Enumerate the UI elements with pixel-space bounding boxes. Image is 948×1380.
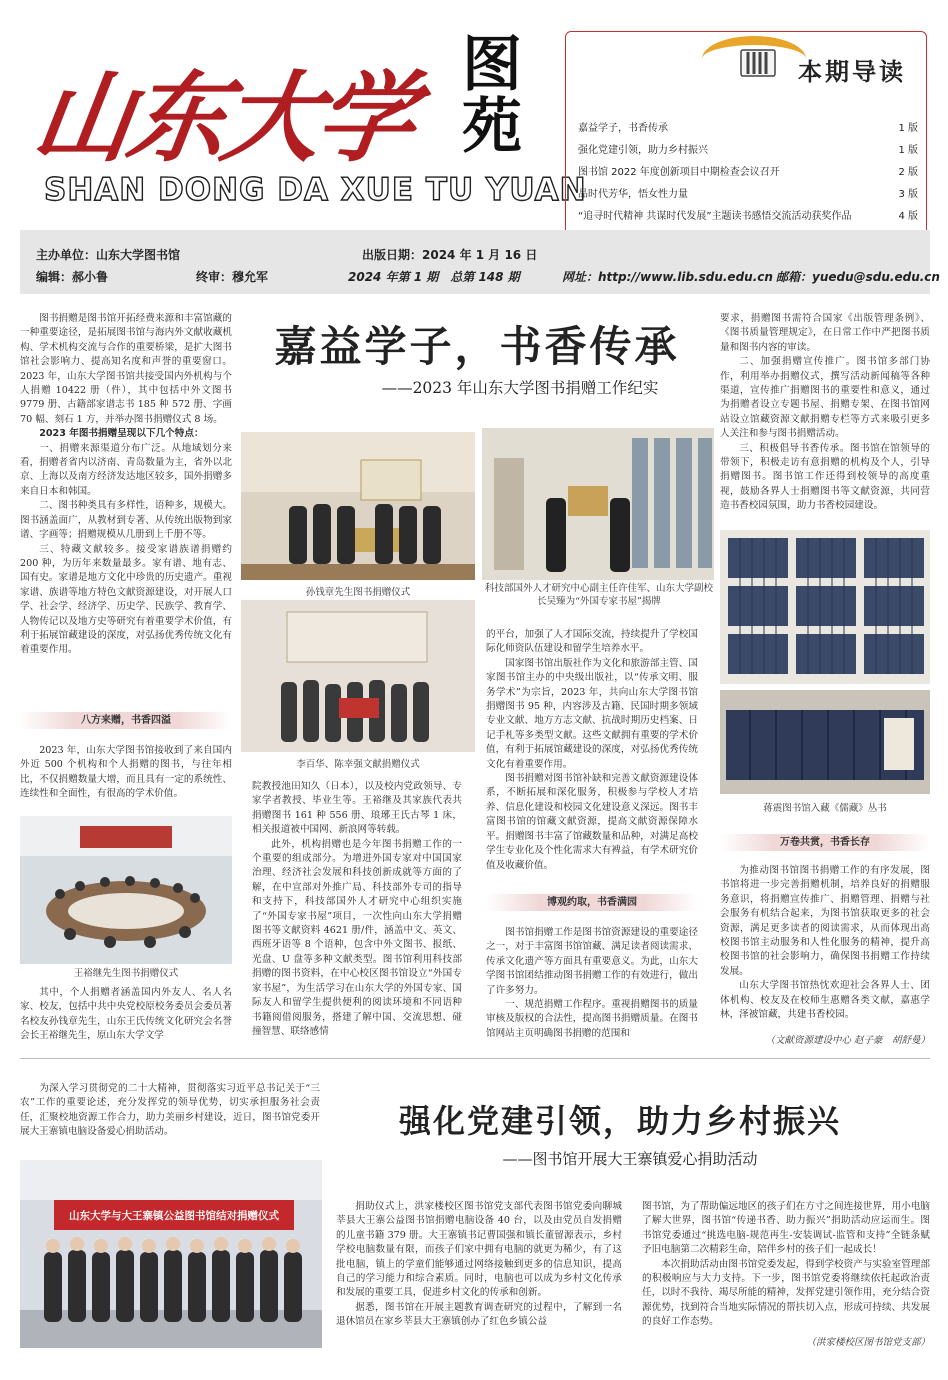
website[interactable]: 网址：http://www.lib.sdu.edu.cn xyxy=(562,270,773,284)
section-divider xyxy=(20,1058,930,1059)
paragraph: 的平台，加强了人才国际交流，持续提升了学校国际化师资队伍建设和留学生培养水平。 xyxy=(486,629,698,655)
paragraph: 要求，捐赠图书需符合国家《出版管理条例》、《图书质量管理规定》，在日常工作中严把图书质量和图书内容的审读。 xyxy=(720,313,930,353)
final-reviewer: 终审：穆允军 xyxy=(196,270,269,284)
toc-item[interactable] xyxy=(578,207,918,222)
caption: 李百华、陈幸强文献捐赠仪式 xyxy=(296,759,420,770)
paragraph: 一、捐赠来源渠道分布广泛。从地域划分来看，捐赠者省内以济南、青岛数量为主，省外以北京、上海以及南方经济发达地区较多，国外捐赠多来自日本和韩国。 xyxy=(20,442,232,497)
photo-rucang-books xyxy=(720,690,930,794)
toc-item-page: 1 版 xyxy=(898,145,918,156)
paragraph: 2023 年，山东大学图书馆接收到了来自国内外近 500 个机构和个人捐赠的图书，与往年相比，不仅捐赠数量大增，而且具有一定的系统性、连续性和全面性，有很高的学术价值。 xyxy=(20,745,232,800)
article1-subtitle: ——2023 年山东大学图书捐赠工作纪实 xyxy=(381,379,659,397)
caption: 蒋震图书馆入藏《儒藏》丛书 xyxy=(763,803,887,814)
toc-item-page: 4 版 xyxy=(898,211,918,222)
paragraph: 为推动图书馆图书捐赠工作的有序发展，图书馆将进一步完善捐赠机制，培养良好的捐赠服务意识，将捐赠宣传推广、捐赠管理、捐赠与社会服务有机结合起来，为图书馆获取更多的社会资源，满足更多读者的阅读需求，从而体现出高校图书馆主动服务和人性化服务的精神，提升高校图书馆的社会影响力，确保图书捐赠工作持续发展。 xyxy=(720,865,930,977)
article2-col1 xyxy=(336,1200,622,1330)
paragraph: 三、积极倡导书香传承。图书馆在馆领导的带领下，积极走访有意捐赠的机构及个人，引导捐赠图书。图书馆工作还得到校领导的高度重视，鼓励各界人士捐赠图书等文献资源，共同营造书香校园氛围，助力书香校园建设。 xyxy=(720,442,930,512)
masthead-title-side: 图苑 xyxy=(462,30,522,162)
article1-col2 xyxy=(252,780,462,1039)
masthead xyxy=(20,20,587,220)
article1-col1-bottom xyxy=(20,986,232,1044)
paragraph: 山东大学图书馆热忱欢迎社会各界人士、团体机构、校友及在校师生惠赠各类文献，嘉惠学林，泽被馆藏，共建书香校园。 xyxy=(720,980,930,1021)
caption: 科技部国外人才研究中心副主任许佳军、山东大学副校长吴臻为“外国专家书屋”揭牌 xyxy=(484,583,713,607)
paragraph: 二、加强捐赠宣传推广。图书馆多部门协作，利用举办捐赠仪式，撰写活动新闻稿等各种渠道，宣传推广捐赠图书的重要性和意义，通过为捐赠者设立专题书屋、捐赠专架、在图书馆网站设立馆藏资源文献捐赠专栏等方式来吸引更多人关注和参与图书捐赠活动。 xyxy=(720,356,930,440)
toc-item[interactable] xyxy=(578,141,918,156)
article1-title: 嘉益学子，书香传承 xyxy=(274,322,680,371)
lead-heading: 2023 年图书捐赠呈现以下几个特点： xyxy=(39,428,204,440)
paragraph: 二、图书种类具有多样性，语种多，规模大。图书涵盖面广，从教材到专著、从传统出版物到家谱、字画等；捐赠规模从几册到上千册不等。 xyxy=(20,500,232,541)
article2-intro xyxy=(20,1082,320,1140)
paragraph: 为深入学习贯彻党的二十大精神，贯彻落实习近平总书记关于“三农”工作的重要论述，充分发挥党的领导优势，切实承担服务社会责任，汇聚校地资源工作合力，助力美丽乡村建设，近日，图书馆党委开展大王寨镇电脑设备爱心捐助活动。 xyxy=(20,1083,320,1138)
toc-heading: 本期导读 xyxy=(798,58,906,86)
subheading-band: 万卷共赏，书香长存 xyxy=(720,834,930,851)
paragraph: 此外，机构捐赠也是今年图书捐赠工作的一个重要的组成部分。为增进外国专家对中国国家治理、经济社会发展和科技创新成就等方面的了解，在中宣部对外推广局、科技部外专司的指导和支持下，科技部国外人才研究中心组织实施了“外国专家书屋”项目，一次性向山东大学捐赠图书等文献资料 4621 册/件，涵盖中文、英文、西班牙语等 8 个语种，包含中外文图书、报纸、光盘、U 盘等多种文献类型。图书馆利用科技部捐赠的图书资料，在中心校区图书馆设立“外国专家书屋”，为生活学习在山东大学的外国专家、国际友人和留学生提供便利的阅读环境和不同语种书籍阅借阅服务，搭建了解中国、交流思想、碰撞智慧、联络感情 xyxy=(252,838,462,1037)
toc-item-page: 2 版 xyxy=(898,167,918,178)
subheading-band: 八方来赠，书香四溢 xyxy=(20,712,232,729)
paragraph: 图书捐赠是图书馆开拓经费来源和丰富馆藏的一种重要途径，是拓展图书馆与海内外文献收藏机构、学术机构交流与合作的重要桥梁，是扩大图书馆社会影响力、提高知名度和声誉的重要窗口。2023 年，山东大学图书馆共接受国内外机构与个人捐赠 10422 册（件），其中包括中外文图书 9779 册、古籍部家谱志书 185 种 572 册、字画 70 幅、刻石 1 方，并举办图书捐赠仪式 8 场。 xyxy=(20,313,232,425)
photo-expert-bookhouse xyxy=(482,428,714,580)
article1-col1-top xyxy=(20,312,232,658)
article1-col1-mid xyxy=(20,744,232,802)
caption: 王裕继先生图书捐赠仪式 xyxy=(73,968,179,979)
masthead-title: 山东大学 xyxy=(26,61,419,176)
paragraph: 一、规范捐赠工作程序。重视捐赠图书的质量审核及版权的合法性，提高图书捐赠质量。在图书馆网站主页明确图书捐赠的范围和 xyxy=(486,999,698,1039)
article1-col4-top xyxy=(720,312,930,514)
toc-item[interactable] xyxy=(578,119,918,134)
toc-item-page: 3 版 xyxy=(898,189,918,200)
issue-number: 2024 年第 1 期 总第 148 期 xyxy=(348,270,520,284)
publish-date: 出版日期：2024 年 1 月 16 日 xyxy=(362,248,538,262)
photo-sun-ceremony xyxy=(241,432,475,580)
paragraph: 国家图书馆出版社作为文化和旅游部主管、国家图书馆主办的中央级出版社，以“传承文明、服务学术”为宗旨，2023 年，共向山东大学图书馆捐赠图书 95 种，内容涉及古籍、民国时期多领域专业文献、地方方志文献、抗战时期历史档案、日记手札等多类型文献。这些文献拥有重要的学术价值，有利于拓展馆藏建设的深度，对弘扬优秀传统文化有着重要作用。 xyxy=(486,657,698,770)
toc-item-title: 品时代芳华，悟女性力量 xyxy=(578,189,688,200)
article1-col3-top xyxy=(486,628,698,873)
paragraph: 图书馆捐赠工作是图书馆资源建设的重要途径之一，对于丰富图书馆馆藏、满足读者阅读需求、传承文化遗产等方面具有重要意义。为此，山东大学图书馆团结推动图书捐赠工作的有效进行，做出了许多努力。 xyxy=(486,927,698,996)
article2-col2 xyxy=(642,1200,930,1330)
toc-item[interactable] xyxy=(578,185,918,200)
article2-title: 强化党建引领，助力乡村振兴 xyxy=(398,1102,841,1140)
paragraph: 三、特藏文献较多。接受家谱族谱捐赠约 200 种，为历年来数量最多。家有谱、地有志、国有史。家谱是地方文化中珍贵的历史遗产。重视家谱、族谱等地方特色文献资源建设，对开展人口学、社会学、经济学、历史学、民族学、教育学、人物传记以及地方史等研究有着重要学术价值，有利于拓展馆藏建设的深度，对弘扬优秀传统文化有着重要作用。 xyxy=(20,543,232,656)
caption: 孙钱章先生图书捐赠仪式 xyxy=(305,587,411,598)
article1-byline: （文献资源建设中心 赵子豪 胡舒曼） xyxy=(765,1035,930,1046)
paragraph: 其中，个人捐赠者涵盖国内外友人、名人名家、校友，包括中共中央党校原校务委员会委员著名校友孙钱章先生，山东王氏传统文化研究会名誉会长王裕继先生，原山东大学文学 xyxy=(20,987,232,1042)
photo-bookshelf xyxy=(720,530,930,684)
photo-wang-ceremony xyxy=(20,816,232,964)
paragraph: 据悉，图书馆在开展主题教育调查研究的过程中，了解到一名退休馆员在家乡莘县大王寨镇创办了红色乡镇公益 xyxy=(336,1301,622,1328)
editor: 编辑：郝小鲁 xyxy=(36,270,109,284)
article2-byline: （洪家楼校区图书馆党支部） xyxy=(806,1337,930,1348)
book-icon xyxy=(740,48,776,78)
toc-item-title: “追寻时代精神 共谋时代发展”主题读书感悟交流活动获奖作品 xyxy=(578,211,852,222)
paragraph: 院教授池田知久（日本），以及校内党政领导、专家学者教授、毕业生等。王裕继及其家族代表共捐赠图书 161 种 556 册、琅琊王氏古琴 1 床，相关报道被中国网、新浪网等转载。 xyxy=(252,781,462,836)
photo-donation-group xyxy=(20,1160,322,1348)
paragraph: 图书馆，为了帮助偏远地区的孩子们在方寸之间连接世界，用小电脑了解大世界，图书馆“传递书香、助力振兴”捐助活动应运而生。图书馆党委通过“挑选电脑-规范再生-安装调试-监管和支持”全链条赋予旧电脑第二次精彩生命，陪伴乡村的孩子们一起成长！ xyxy=(642,1201,930,1256)
toc-item-page: 1 版 xyxy=(898,123,918,134)
toc-item[interactable] xyxy=(578,163,918,178)
email[interactable]: 邮箱：yuedu@sdu.edu.cn xyxy=(776,270,940,284)
photo-li-chen-ceremony xyxy=(241,600,475,752)
sponsor: 主办单位：山东大学图书馆 xyxy=(36,248,181,262)
banner-text: 山东大学与大王寨镇公益图书馆结对捐赠仪式 xyxy=(69,1210,279,1222)
toc-item-title: 强化党建引领，助力乡村振兴 xyxy=(578,145,708,156)
paragraph: 捐助仪式上，洪家楼校区图书馆党支部代表图书馆党委向聊城莘县大王寨公益图书馆捐赠电脑设备 40 台，以及由党员自发捐赠的儿童书籍 379 册。大王寨镇书记曹国强和镇长董留源表示，乡村学校电脑数量有限，而孩子们家中拥有电脑的就更为稀少，有了这批电脑，镇上的学童们能够通过网络接触到更多的信息知识，提高自己的学习能力和综合素质。同时，电脑也可以成为乡村文化传承和发展的重要工具，促进乡村文化的传承和创新。 xyxy=(336,1201,622,1299)
toc-item-title: 嘉益学子，书香传承 xyxy=(578,123,668,134)
article1-col3-bottom xyxy=(486,926,698,1041)
article1-col4-bottom xyxy=(720,864,930,1022)
subheading-band: 博观约取，书香满园 xyxy=(486,894,698,911)
article2-subtitle: ——图书馆开展大王寨镇爱心捐助活动 xyxy=(502,1150,758,1168)
toc-item-title: 图书馆 2022 年度创新项目中期检查会议召开 xyxy=(578,167,780,178)
paragraph: 本次捐助活动由图书馆党委发起，得到学校资产与实验室管理部的积极响应与大力支持。下一步，图书馆党委将继续依托起政治责任，以时不我待、竭尽所能的精神，发挥党建引领作用，充分结合资源优势，找到符合当地实际情况的帮扶切入点，形成可持续、共发展的良好工作态势。 xyxy=(642,1258,930,1328)
masthead-pinyin: SHAN DONG DA XUE TU YUAN xyxy=(44,172,587,208)
paragraph: 图书捐赠对图书馆补缺和完善文献资源建设体系，不断拓展和深化服务，积极参与学校人才培养、信息化建设和校园文化建设意义深远。图书丰富图书馆的馆藏文献资源，提高文献资源保障水平。捐赠图书丰富了馆藏数量和品种，对满足高校学生专业化及个性化需求大有裨益，有学术研究价值及收藏价值。 xyxy=(486,773,698,871)
